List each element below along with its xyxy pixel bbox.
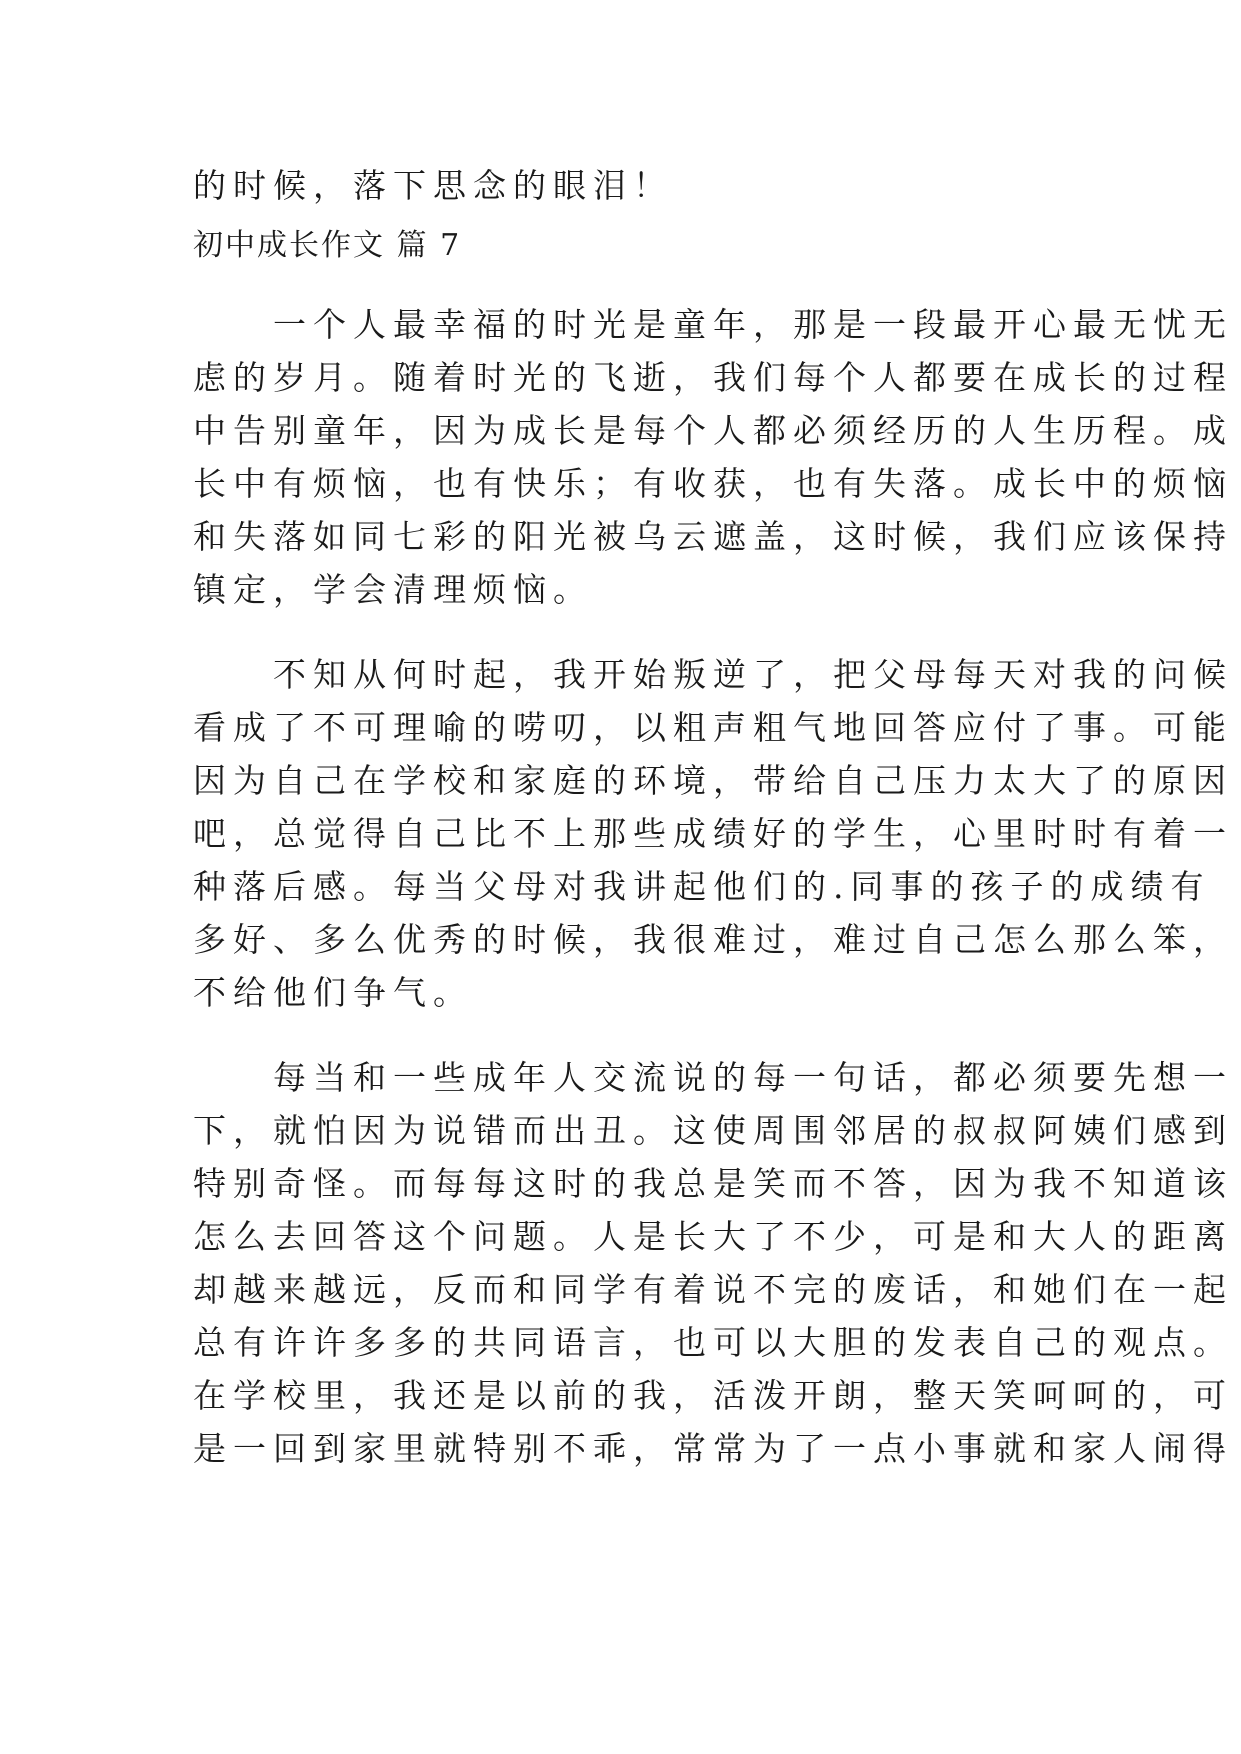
text-line: 怎么去回答这个问题。人是长大了不少，可是和大人的距离 <box>193 1217 1233 1256</box>
text-line: 下，就怕因为说错而出丑。这使周围邻居的叔叔阿姨们感到 <box>193 1111 1233 1150</box>
text-line: 看成了不可理喻的唠叨，以粗声粗气地回答应付了事。可能 <box>193 708 1233 747</box>
text-line: 和失落如同七彩的阳光被乌云遮盖，这时候，我们应该保持 <box>193 517 1233 556</box>
text-line: 不给他们争气。 <box>193 973 473 1012</box>
text-line: 长中有烦恼，也有快乐；有收获，也有失落。成长中的烦恼 <box>193 464 1233 503</box>
text-line: 总有许许多多的共同语言，也可以大胆的发表自己的观点。 <box>193 1323 1233 1362</box>
text-line: 虑的岁月。随着时光的飞逝，我们每个人都要在成长的过程 <box>193 358 1233 397</box>
text-line: 镇定，学会清理烦恼。 <box>193 570 593 609</box>
text-line: 特别奇怪。而每每这时的我总是笑而不答，因为我不知道该 <box>193 1164 1233 1203</box>
section-title: 初中成长作文 篇 7 <box>193 228 462 263</box>
text-line: 一个人最幸福的时光是童年，那是一段最开心最无忧无 <box>193 305 1233 344</box>
text-line: 在学校里，我还是以前的我，活泼开朗，整天笑呵呵的，可 <box>193 1376 1233 1415</box>
previous-section-tail: 的时候，落下思念的眼泪！ <box>193 166 673 205</box>
text-line: 却越来越远，反而和同学有着说不完的废话，和她们在一起 <box>193 1270 1233 1309</box>
text-line: 每当和一些成年人交流说的每一句话，都必须要先想一 <box>193 1058 1233 1097</box>
text-line: 种落后感。每当父母对我讲起他们的.同事的孩子的成绩有 <box>193 867 1211 906</box>
text-line: 多好、多么优秀的时候，我很难过，难过自己怎么那么笨， <box>193 920 1233 959</box>
text-line: 吧，总觉得自己比不上那些成绩好的学生，心里时时有着一 <box>193 814 1233 853</box>
text-line: 中告别童年，因为成长是每个人都必须经历的人生历程。成 <box>193 411 1233 450</box>
text-line: 是一回到家里就特别不乖，常常为了一点小事就和家人闹得 <box>193 1429 1233 1468</box>
text-line: 因为自己在学校和家庭的环境，带给自己压力太大了的原因 <box>193 761 1233 800</box>
text-line: 不知从何时起，我开始叛逆了，把父母每天对我的问候 <box>193 655 1233 694</box>
